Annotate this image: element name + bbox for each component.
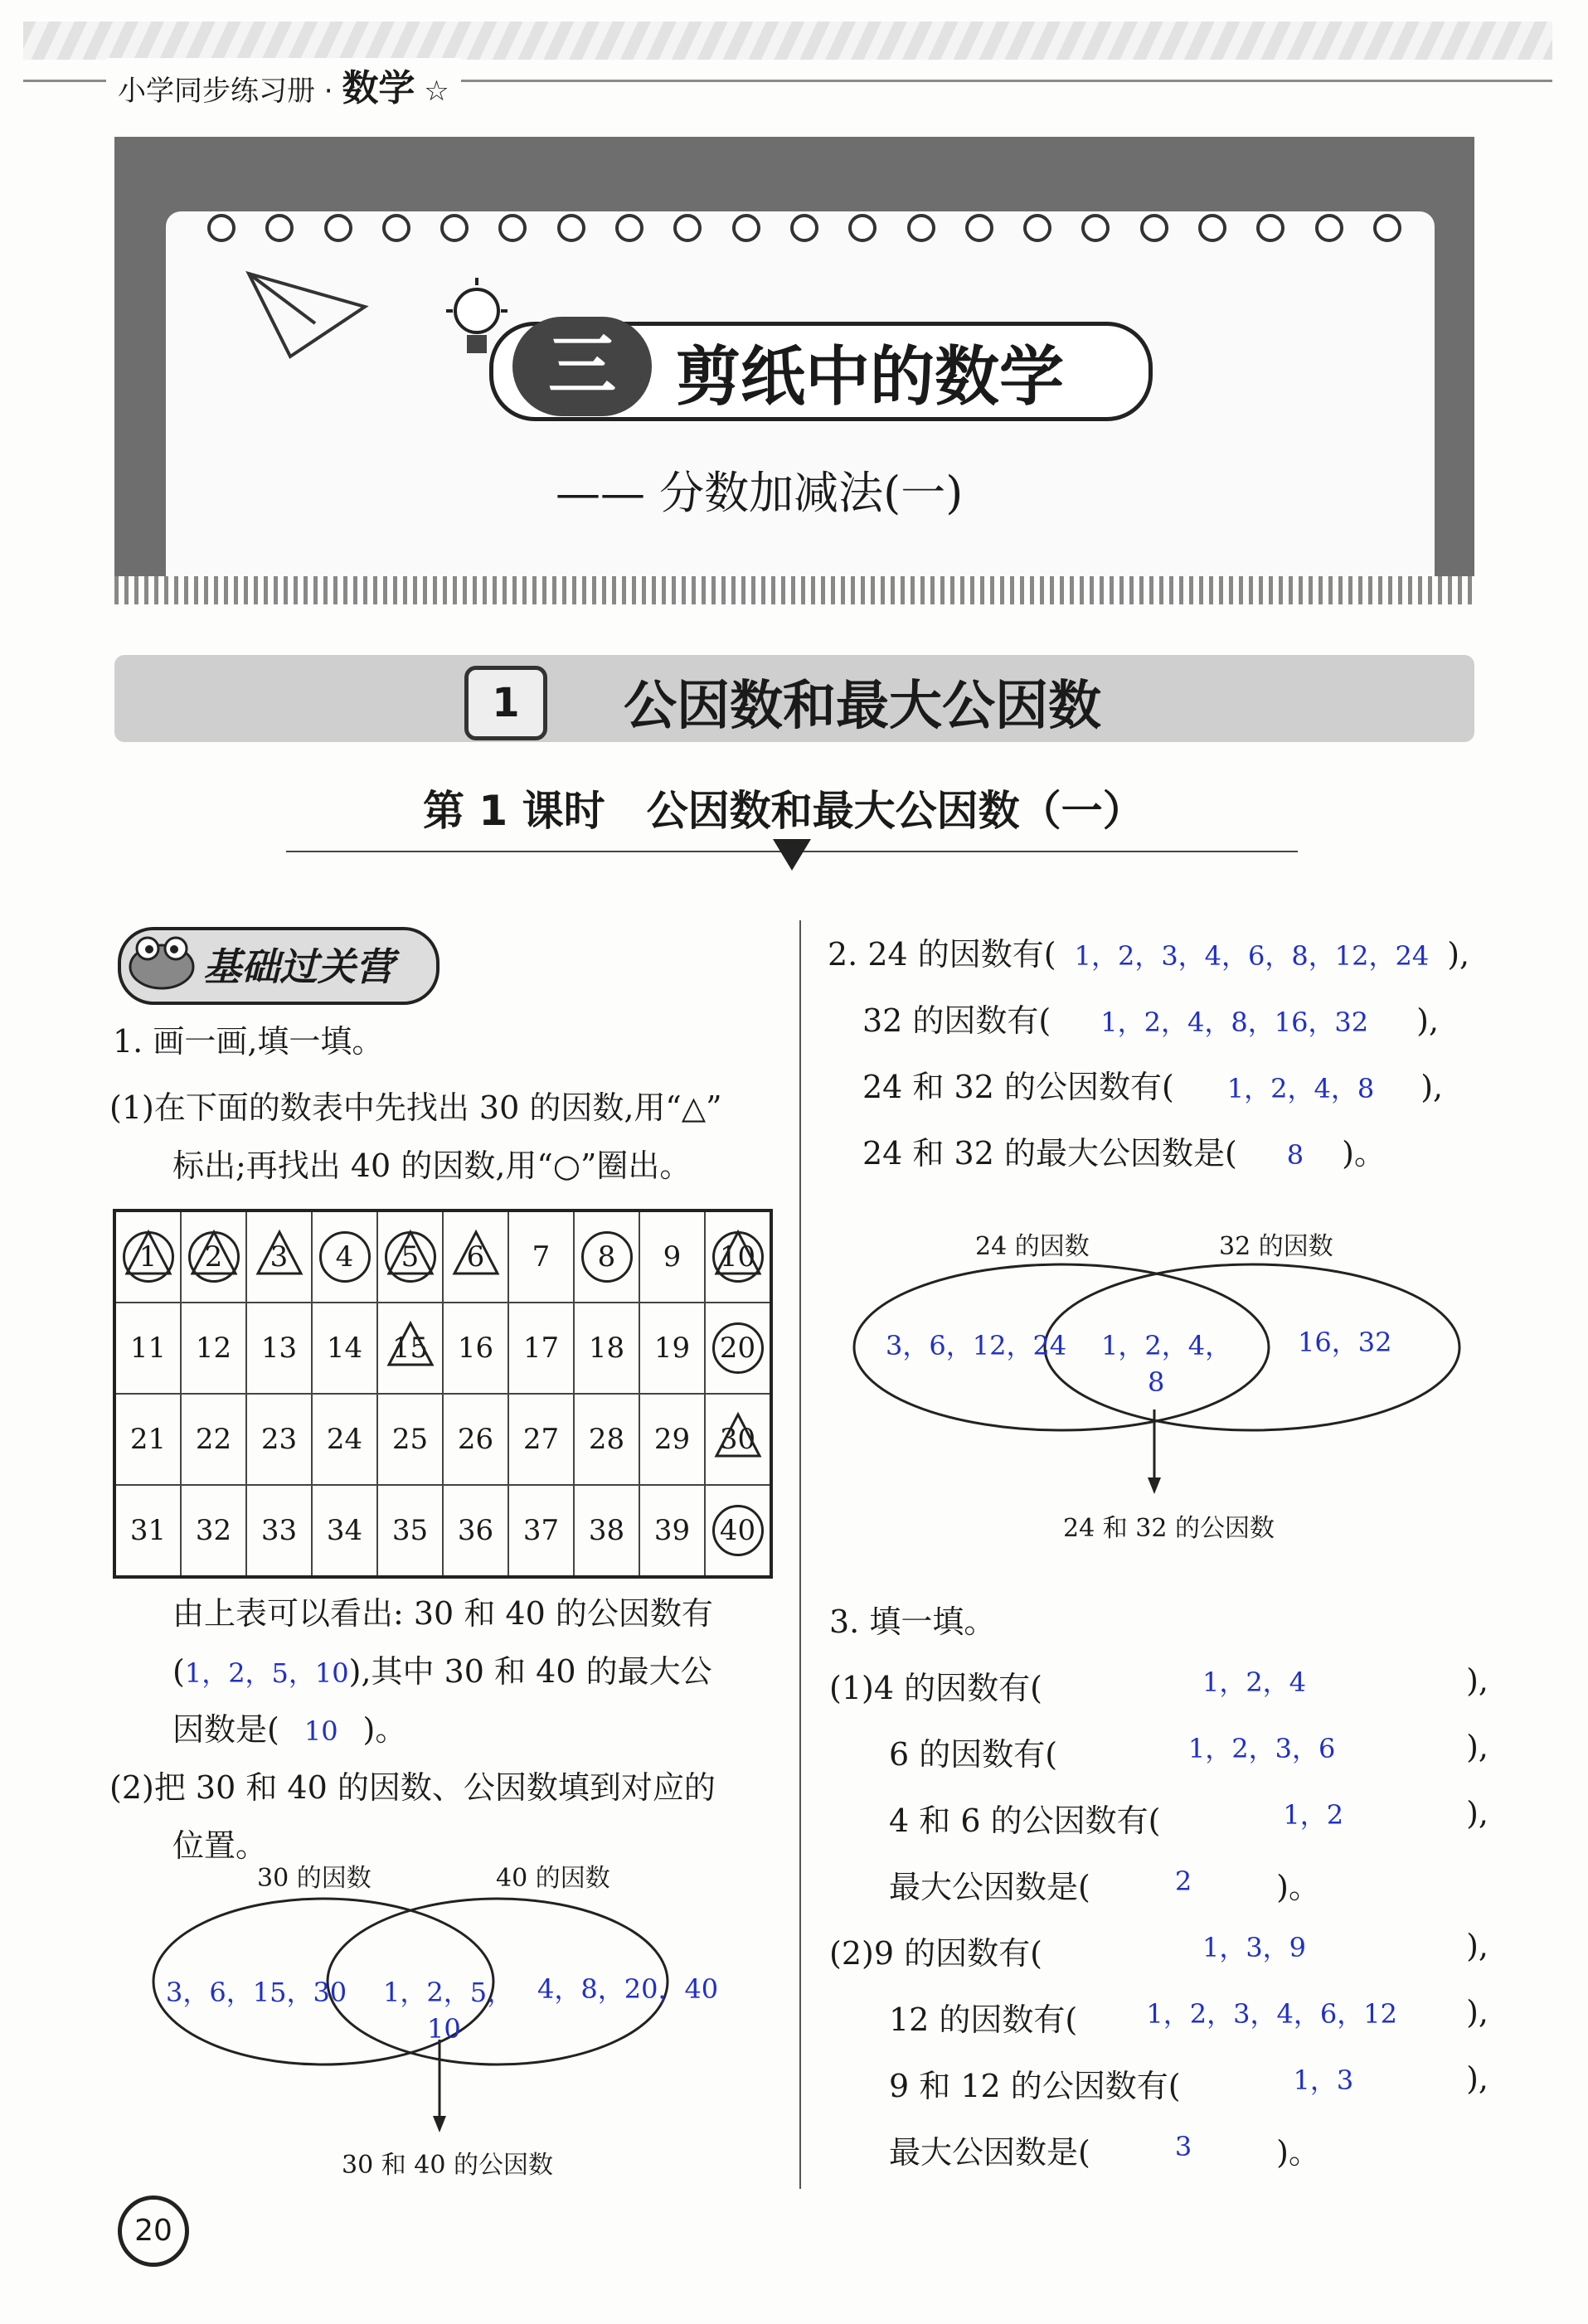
table-cell bbox=[639, 1211, 705, 1303]
q3-answer: 3 bbox=[1174, 2131, 1192, 2162]
q3-answer: 2 bbox=[1174, 1866, 1192, 1897]
table-row bbox=[114, 1394, 771, 1485]
number-table bbox=[113, 1209, 773, 1579]
banner-stripe bbox=[114, 576, 1474, 604]
section-number: 1 bbox=[464, 666, 547, 740]
number bbox=[584, 1325, 630, 1371]
venn1-bottom-label: 30 和 40 的公因数 bbox=[342, 2151, 553, 2180]
q3-label: 12 的因数有( bbox=[889, 2001, 1078, 2038]
header-band bbox=[23, 22, 1552, 60]
number-value: 3 bbox=[270, 1240, 289, 1274]
number bbox=[715, 1416, 761, 1463]
number bbox=[256, 1507, 303, 1554]
q1-part1-line2: 标出;再找出 40 的因数,用“○”圈出。 bbox=[172, 1147, 692, 1184]
number-value: 28 bbox=[588, 1423, 625, 1456]
circle-mark bbox=[581, 1231, 633, 1283]
number-value: 37 bbox=[522, 1514, 560, 1547]
answer-gcf-24-32: 8 bbox=[1286, 1139, 1304, 1171]
number-value: 9 bbox=[663, 1240, 682, 1274]
number-value: 27 bbox=[522, 1423, 560, 1456]
answer-common-factors-30-40: 1，2，5，10 bbox=[184, 1657, 349, 1689]
number-value: 2 bbox=[204, 1240, 223, 1274]
q3-row bbox=[889, 2127, 1320, 2172]
number-value: 10 bbox=[719, 1240, 756, 1274]
q3-end: )。 bbox=[1276, 1869, 1320, 1905]
lesson-title: 第 1 课时 公因数和最大公因数（一） bbox=[423, 787, 1144, 835]
q3-end: ), bbox=[1466, 1662, 1488, 1699]
star-icon: ☆ bbox=[424, 75, 449, 108]
circle-mark bbox=[319, 1231, 371, 1283]
number-value: 22 bbox=[195, 1423, 232, 1456]
frog-icon bbox=[124, 927, 199, 993]
q1-part2-line1: (2)把 30 和 40 的因数、公因数填到对应的 bbox=[109, 1769, 716, 1806]
table-cell bbox=[377, 1394, 443, 1485]
venn2-right-values: 16，32 bbox=[1298, 1327, 1392, 1358]
number-value: 16 bbox=[457, 1332, 494, 1365]
venn2-left-values: 3，6，12，24 bbox=[886, 1330, 1067, 1361]
number bbox=[191, 1325, 237, 1371]
triangle-mark-icon bbox=[189, 1229, 239, 1278]
q3-end: ), bbox=[1466, 2060, 1488, 2097]
number-value: 17 bbox=[522, 1332, 560, 1365]
table-cell bbox=[181, 1211, 246, 1303]
triangle-mark-icon bbox=[386, 1229, 435, 1278]
table-cell bbox=[639, 1303, 705, 1394]
number bbox=[256, 1325, 303, 1371]
number bbox=[453, 1234, 499, 1280]
q3-label: 最大公因数是( bbox=[889, 2134, 1090, 2171]
table-cell bbox=[114, 1394, 181, 1485]
q3-label: (2)9 的因数有( bbox=[829, 1935, 1042, 1972]
number bbox=[322, 1507, 368, 1554]
number-value: 5 bbox=[401, 1240, 420, 1274]
number bbox=[125, 1325, 172, 1371]
number bbox=[191, 1416, 237, 1463]
venn1-right-values: 4，8，20，40 bbox=[537, 1973, 719, 2005]
table-row bbox=[114, 1485, 771, 1577]
venn2-bottom-label: 24 和 32 的公因数 bbox=[1063, 1514, 1275, 1543]
circle-mark bbox=[712, 1231, 764, 1283]
subject-label: 数学 bbox=[342, 67, 415, 109]
q3-answer: 1，2，4 bbox=[1202, 1667, 1307, 1698]
table-cell bbox=[246, 1303, 312, 1394]
number-value: 33 bbox=[260, 1514, 298, 1547]
q3-answer: 1，3 bbox=[1293, 2064, 1354, 2096]
circle-mark bbox=[188, 1231, 240, 1283]
q1-result-line1: 由上表可以看出: 30 和 40 的公因数有 bbox=[172, 1595, 713, 1632]
q3-row bbox=[889, 1729, 1488, 1774]
q3-row bbox=[889, 1795, 1488, 1841]
table-cell bbox=[574, 1211, 639, 1303]
venn2-left-label: 24 的因数 bbox=[975, 1232, 1090, 1261]
table-cell bbox=[443, 1303, 508, 1394]
number bbox=[649, 1234, 696, 1280]
q3-label: (1)4 的因数有( bbox=[829, 1670, 1042, 1706]
table-cell bbox=[705, 1394, 771, 1485]
q1-part1-line1: (1)在下面的数表中先找出 30 的因数,用“△” bbox=[109, 1089, 722, 1126]
chapter-subtitle: —— 分数加减法(一) bbox=[556, 467, 964, 519]
q3-row bbox=[889, 1994, 1488, 2040]
number bbox=[518, 1507, 565, 1554]
number-value: 21 bbox=[129, 1423, 167, 1456]
q2-line3: 24 和 32 的公因数有( 1，2，4，8 ), bbox=[862, 1069, 1444, 1105]
number bbox=[584, 1416, 630, 1463]
number-value: 36 bbox=[457, 1514, 494, 1547]
number bbox=[453, 1416, 499, 1463]
number-value: 29 bbox=[653, 1423, 691, 1456]
number-value: 24 bbox=[326, 1423, 363, 1456]
table-cell bbox=[114, 1303, 181, 1394]
number-value: 1 bbox=[138, 1240, 158, 1274]
chapter-number: 三 bbox=[512, 317, 652, 416]
table-cell bbox=[705, 1303, 771, 1394]
table-cell bbox=[312, 1485, 377, 1577]
number bbox=[518, 1416, 565, 1463]
triangle-mark-icon bbox=[386, 1320, 435, 1370]
number bbox=[387, 1507, 434, 1554]
number-value: 26 bbox=[457, 1423, 494, 1456]
number bbox=[387, 1325, 434, 1371]
q3-answer: 1，2，3，6 bbox=[1187, 1733, 1336, 1764]
q3-row bbox=[829, 1928, 1488, 1973]
paper-plane-icon bbox=[240, 257, 390, 373]
table-cell bbox=[443, 1211, 508, 1303]
table-cell bbox=[443, 1485, 508, 1577]
number-value: 31 bbox=[129, 1514, 167, 1547]
number-value: 25 bbox=[391, 1423, 429, 1456]
table-cell bbox=[508, 1303, 574, 1394]
table-cell bbox=[377, 1303, 443, 1394]
q1-title: 1. 画一画,填一填。 bbox=[113, 1023, 384, 1060]
table-cell bbox=[574, 1485, 639, 1577]
table-cell bbox=[574, 1303, 639, 1394]
number-value: 34 bbox=[326, 1514, 363, 1547]
circle-mark bbox=[712, 1505, 764, 1556]
number bbox=[453, 1507, 499, 1554]
q3-answer: 1，2 bbox=[1283, 1799, 1344, 1831]
q3-row bbox=[889, 2060, 1488, 2106]
triangle-mark-icon bbox=[124, 1229, 173, 1278]
table-cell bbox=[181, 1485, 246, 1577]
q3-end: ), bbox=[1466, 1994, 1488, 2030]
number bbox=[256, 1416, 303, 1463]
number bbox=[649, 1507, 696, 1554]
number-value: 7 bbox=[532, 1240, 551, 1274]
q3-label: 最大公因数是( bbox=[889, 1869, 1090, 1905]
number-value: 15 bbox=[391, 1332, 429, 1365]
q3-label: 6 的因数有( bbox=[889, 1736, 1058, 1773]
triangle-mark-icon bbox=[713, 1411, 763, 1461]
answer-gcf-30-40: 10 bbox=[304, 1715, 338, 1747]
answer-factors-32: 1，2，4，8，16，32 bbox=[1100, 1007, 1369, 1038]
q3-end: ), bbox=[1466, 1729, 1488, 1765]
circle-mark bbox=[123, 1231, 174, 1283]
table-cell bbox=[181, 1394, 246, 1485]
answer-common-factors-24-32: 1，2，4，8 bbox=[1226, 1073, 1375, 1104]
table-cell bbox=[705, 1211, 771, 1303]
number bbox=[322, 1325, 368, 1371]
table-cell bbox=[377, 1211, 443, 1303]
number-value: 23 bbox=[260, 1423, 298, 1456]
q1-result-line2: (1，2，5，10),其中 30 和 40 的最大公 bbox=[172, 1653, 712, 1690]
number-value: 20 bbox=[719, 1332, 756, 1365]
q2-line1: 2. 24 的因数有( 1，2，3，4，6，8，12，24 ), bbox=[828, 936, 1470, 973]
q3-end: )。 bbox=[1276, 2134, 1320, 2171]
number-value: 12 bbox=[195, 1332, 232, 1365]
circle-mark bbox=[712, 1322, 764, 1374]
badge-label: 基础过关营 bbox=[203, 944, 394, 989]
number-value: 6 bbox=[466, 1240, 485, 1274]
table-cell bbox=[574, 1394, 639, 1485]
number bbox=[191, 1507, 237, 1554]
number bbox=[322, 1416, 368, 1463]
q3-label: 4 和 6 的公因数有( bbox=[889, 1802, 1161, 1839]
q3-label: 9 和 12 的公因数有( bbox=[889, 2068, 1181, 2104]
number-value: 19 bbox=[653, 1332, 691, 1365]
number bbox=[256, 1234, 303, 1280]
number-value: 18 bbox=[588, 1332, 625, 1365]
q3-answer: 1，2，3，4，6，12 bbox=[1146, 1998, 1397, 2030]
table-cell bbox=[639, 1394, 705, 1485]
q3-row bbox=[889, 1861, 1320, 1907]
book-title: 小学同步练习册 · 数学 ☆ bbox=[106, 58, 461, 111]
table-cell bbox=[377, 1485, 443, 1577]
number-value: 11 bbox=[129, 1332, 167, 1365]
spiral-rings bbox=[207, 197, 1401, 247]
number-value: 32 bbox=[195, 1514, 232, 1547]
number-value: 35 bbox=[391, 1514, 429, 1547]
venn1-left-label: 30 的因数 bbox=[257, 1864, 372, 1893]
table-row bbox=[114, 1303, 771, 1394]
number bbox=[453, 1325, 499, 1371]
table-row bbox=[114, 1211, 771, 1303]
q2-line4: 24 和 32 的最大公因数是( 8 )。 bbox=[862, 1135, 1386, 1172]
venn2-right-label: 32 的因数 bbox=[1219, 1232, 1333, 1261]
table-cell bbox=[312, 1211, 377, 1303]
venn1-right-label: 40 的因数 bbox=[496, 1864, 610, 1893]
page-number: 20 bbox=[118, 2195, 189, 2267]
venn1-mid-values-1: 1，2，5， bbox=[383, 1977, 514, 2008]
number-value: 38 bbox=[588, 1514, 625, 1547]
circle-mark bbox=[385, 1231, 436, 1283]
table-cell bbox=[312, 1394, 377, 1485]
venn1-mid-values-2: 10 bbox=[427, 2013, 461, 2045]
q3-end: ), bbox=[1466, 1795, 1488, 1832]
q1-result-line3: 因数是( 10 )。 bbox=[172, 1711, 407, 1748]
number bbox=[649, 1325, 696, 1371]
triangle-mark-icon bbox=[451, 1229, 501, 1278]
table-cell bbox=[114, 1211, 181, 1303]
table-cell bbox=[246, 1394, 312, 1485]
number-value: 30 bbox=[719, 1423, 756, 1456]
table-cell bbox=[639, 1485, 705, 1577]
number-value: 8 bbox=[597, 1240, 616, 1274]
column-divider bbox=[799, 920, 801, 2189]
table-cell bbox=[312, 1303, 377, 1394]
table-cell bbox=[181, 1303, 246, 1394]
venn1-left-values: 3，6，15，30 bbox=[166, 1977, 347, 2008]
number-value: 4 bbox=[335, 1240, 354, 1274]
q1-part2-line2: 位置。 bbox=[172, 1827, 268, 1864]
table-cell bbox=[508, 1211, 574, 1303]
table-cell bbox=[246, 1485, 312, 1577]
table-cell bbox=[443, 1394, 508, 1485]
number bbox=[125, 1416, 172, 1463]
q3-row bbox=[829, 1662, 1488, 1708]
number-value: 14 bbox=[326, 1332, 363, 1365]
venn2-mid-values-2: 8 bbox=[1148, 1366, 1165, 1398]
q2-line2: 32 的因数有( 1，2，4，8，16，32 ), bbox=[862, 1002, 1440, 1039]
table-cell bbox=[508, 1394, 574, 1485]
number bbox=[649, 1416, 696, 1463]
number bbox=[518, 1325, 565, 1371]
chapter-title: 剪纸中的数学 bbox=[676, 340, 1065, 415]
number-value: 40 bbox=[719, 1514, 756, 1547]
venn2-mid-values-1: 1，2，4， bbox=[1101, 1330, 1232, 1361]
number bbox=[387, 1416, 434, 1463]
q3-end: ), bbox=[1466, 1928, 1488, 1964]
table-cell bbox=[508, 1485, 574, 1577]
number bbox=[584, 1507, 630, 1554]
triangle-down-icon bbox=[771, 837, 813, 879]
triangle-mark-icon bbox=[713, 1229, 763, 1278]
table-cell bbox=[246, 1211, 312, 1303]
venn-diagram-30-40 bbox=[124, 1849, 755, 2172]
number bbox=[125, 1507, 172, 1554]
section-title: 公因数和最大公因数 bbox=[624, 676, 1101, 737]
table-cell bbox=[705, 1485, 771, 1577]
number-value: 13 bbox=[260, 1332, 298, 1365]
number bbox=[518, 1234, 565, 1280]
q3-title: 3. 填一填。 bbox=[829, 1604, 996, 1640]
q3-answer: 1，3，9 bbox=[1202, 1932, 1307, 1963]
triangle-mark-icon bbox=[255, 1229, 304, 1278]
number-value: 39 bbox=[653, 1514, 691, 1547]
answer-factors-24: 1，2，3，4，6，8，12，24 bbox=[1074, 940, 1430, 972]
table-cell bbox=[114, 1485, 181, 1577]
